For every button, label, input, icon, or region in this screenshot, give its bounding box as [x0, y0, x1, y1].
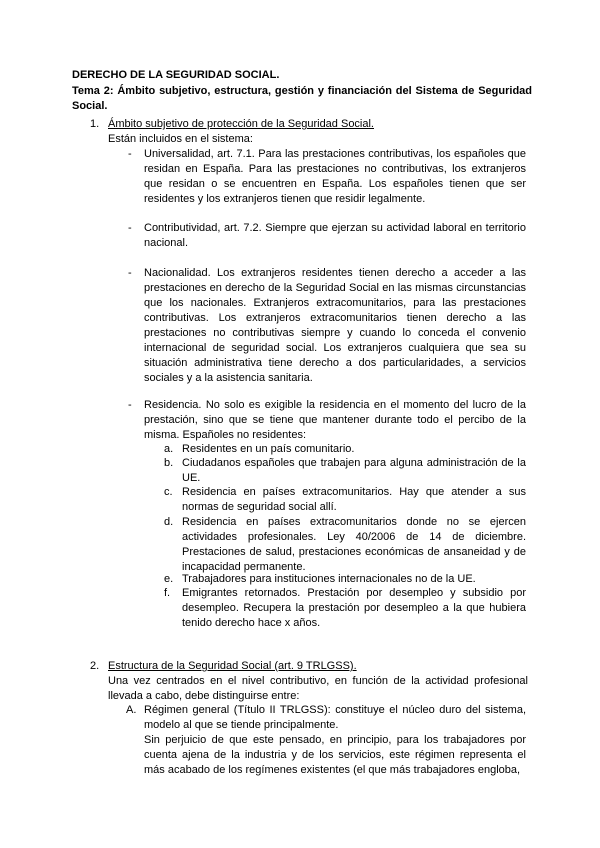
- list-item: Régimen general (Título II TRLGSS): constituye el núcleo duro del sistema, modelo al que se tiende principalmente.: [144, 704, 526, 731]
- item-marker: A.: [126, 704, 137, 716]
- sublist-item: Ciudadanos españoles que trabajen para alguna administración de la UE.: [182, 457, 526, 484]
- list-item-continuation: Sin perjuicio de que este pensado, en principio, para los trabajadores por cuenta ajena de la industria y de los servicios, este régimen representa el más acabado de los regímenes existentes (el que más trabajadores engloba,: [144, 734, 526, 776]
- sublist-item: Trabajadores para instituciones internacionales no de la UE.: [182, 573, 476, 585]
- bullet-marker: -: [128, 148, 132, 160]
- section-heading: Ámbito subjetivo de protección de la Seguridad Social.: [108, 118, 374, 130]
- section-number: 2.: [90, 660, 100, 672]
- sublist-item: Residentes en un país comunitario.: [182, 443, 355, 455]
- sublist-item: Residencia en países extracomunitarios. Hay que atender a sus normas de seguridad social allí.: [182, 486, 526, 513]
- list-item: Universalidad, art. 7.1. Para las prestaciones contributivas, los españoles que residan en España. Para las prestaciones no contributivas, los extranjeros que residan o se encuentren en España. Los españoles tienen que ser residentes y los extranjeros tienen que residir legalmente.: [144, 148, 526, 205]
- section-heading: Estructura de la Seguridad Social (art. 9 TRLGSS).: [108, 660, 357, 672]
- sublist-marker: e.: [164, 573, 174, 585]
- list-item: Residencia. No solo es exigible la residencia en el momento del lucro de la prestación, sino que se tiene que mantener durante todo el percibo de la misma. Españoles no residentes:: [144, 399, 526, 441]
- sublist-marker: b.: [164, 457, 174, 469]
- sublist-marker: a.: [164, 443, 174, 455]
- section-number: 1.: [90, 118, 100, 130]
- sublist-item: Emigrantes retornados. Prestación por desempleo y subsidio por desempleo. Recupera la prestación por desempleo a la que hubiera tenido derecho hace x años.: [182, 587, 526, 629]
- sublist-marker: d.: [164, 516, 174, 528]
- section-intro: Una vez centrados en el nivel contributivo, en función de la actividad profesional llevada a cabo, debe distinguirse entre:: [108, 675, 528, 702]
- bullet-marker: -: [128, 222, 132, 234]
- sublist-marker: f.: [164, 587, 171, 599]
- document-subtitle: Tema 2: Ámbito subjetivo, estructura, gestión y financiación del Sistema de Seguridad Social.: [72, 85, 532, 112]
- sublist-item: Residencia en países extracomunitarios donde no se ejercen actividades profesionales. Ley 40/2006 de 14 de diciembre. Prestaciones de salud, prestaciones económicas de ansaneidad y de incapacidad permanente.: [182, 516, 526, 573]
- document-title: DERECHO DE LA SEGURIDAD SOCIAL.: [72, 69, 280, 81]
- bullet-marker: -: [128, 399, 132, 411]
- sublist-marker: c.: [164, 486, 173, 498]
- list-item: Contributividad, art. 7.2. Siempre que ejerzan su actividad laboral en territorio nacional.: [144, 222, 526, 249]
- bullet-marker: -: [128, 267, 132, 279]
- section-intro: Están incluidos en el sistema:: [108, 133, 253, 145]
- list-item: Nacionalidad. Los extranjeros residentes tienen derecho a acceder a las prestaciones en derecho de la Seguridad Social en las mismas circunstancias que los nacionales. Extranjeros extracomunitarios, para las prestaciones contributivas. Los extranjeros extracomunitarios tienen derecho a las prestaciones no contributivas siempre y cuando lo conceda el convenio internacional de seguridad social. Los extranjeros cualquiera que sea su situación administrativa tiene derecho a dos particularidades, a servicios sociales y a la asistencia sanitaria.: [144, 267, 526, 384]
